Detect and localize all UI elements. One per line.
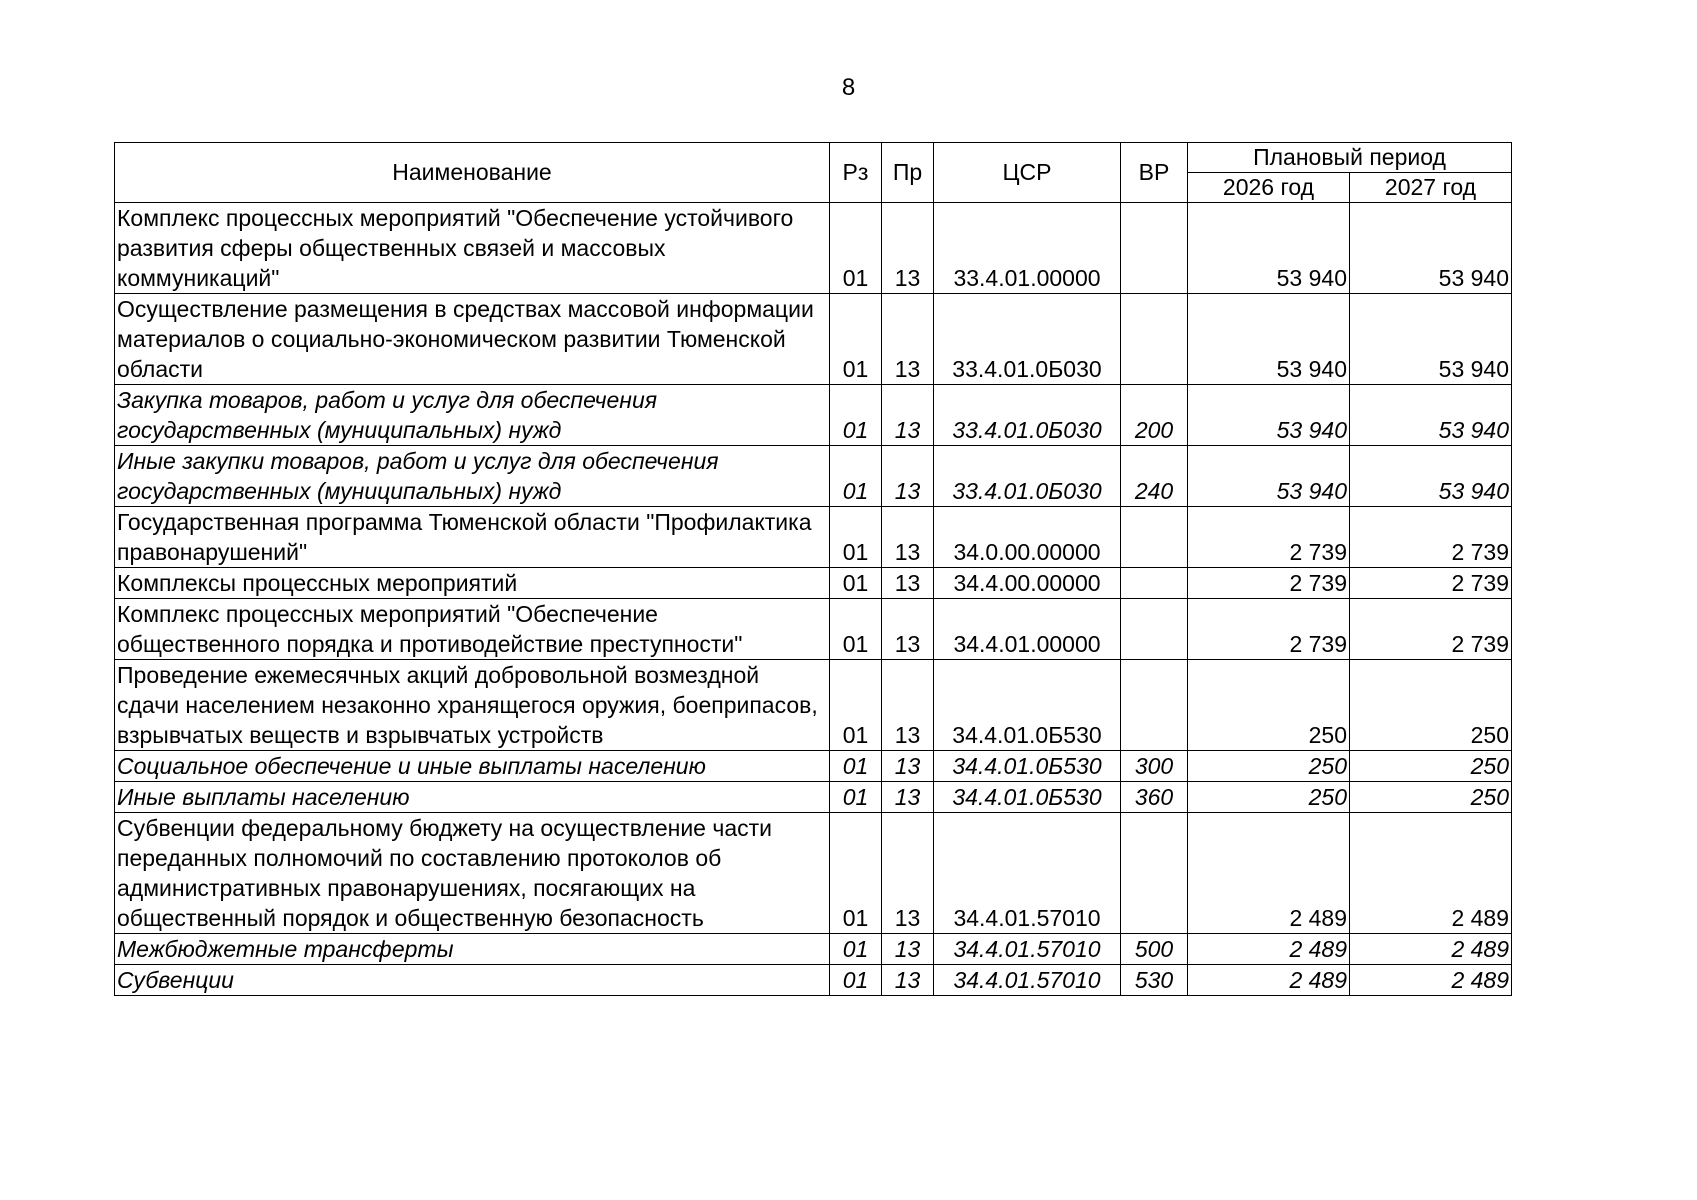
page-number: 8 [841, 74, 856, 101]
row-rz: 01 [830, 934, 882, 965]
row-value-2026: 53 940 [1188, 446, 1350, 507]
row-csr: 33.4.01.0Б030 [934, 446, 1121, 507]
header-year-2026: 2026 год [1188, 173, 1350, 203]
header-rz: Рз [830, 143, 882, 203]
row-value-2027: 2 489 [1350, 934, 1512, 965]
row-name: Комплекс процессных мероприятий "Обеспечение общественного порядка и противодействие преступности" [115, 599, 830, 660]
row-pr: 13 [882, 782, 934, 813]
row-pr: 13 [882, 203, 934, 294]
row-name: Проведение ежемесячных акций добровольной возмездной сдачи населением незаконно хранящегося оружия, боеприпасов, взрывчатых веществ и взрывчатых устройств [115, 660, 830, 751]
row-rz: 01 [830, 385, 882, 446]
row-value-2026: 53 940 [1188, 385, 1350, 446]
row-rz: 01 [830, 446, 882, 507]
table-header [115, 143, 1512, 203]
row-csr: 34.4.01.0Б530 [934, 751, 1121, 782]
row-rz: 01 [830, 294, 882, 385]
row-value-2027: 2 489 [1350, 813, 1512, 934]
row-pr: 13 [882, 934, 934, 965]
row-csr: 34.4.00.00000 [934, 568, 1121, 599]
row-value-2026: 2 489 [1188, 934, 1350, 965]
row-value-2027: 53 940 [1350, 203, 1512, 294]
row-pr: 13 [882, 965, 934, 996]
row-value-2026: 53 940 [1188, 203, 1350, 294]
row-value-2027: 2 739 [1350, 599, 1512, 660]
row-vr [1121, 203, 1188, 294]
row-value-2026: 2 739 [1188, 507, 1350, 568]
row-pr: 13 [882, 294, 934, 385]
row-csr: 34.4.01.57010 [934, 813, 1121, 934]
row-name: Субвенции [115, 965, 830, 996]
row-value-2026: 53 940 [1188, 294, 1350, 385]
row-name: Субвенции федеральному бюджету на осуществление части переданных полномочий по составлению протоколов об административных правонарушениях, посягающих на общественный порядок и общественную безопасность [115, 813, 830, 934]
row-vr [1121, 813, 1188, 934]
row-value-2027: 250 [1350, 782, 1512, 813]
table-row [115, 294, 1512, 385]
table-row [115, 782, 1512, 813]
row-name: Социальное обеспечение и иные выплаты населению [115, 751, 830, 782]
row-value-2027: 250 [1350, 660, 1512, 751]
row-csr: 33.4.01.00000 [934, 203, 1121, 294]
row-pr: 13 [882, 599, 934, 660]
row-name: Комплексы процессных мероприятий [115, 568, 830, 599]
row-vr: 240 [1121, 446, 1188, 507]
row-vr [1121, 599, 1188, 660]
row-name: Закупка товаров, работ и услуг для обеспечения государственных (муниципальных) нужд [115, 385, 830, 446]
row-value-2027: 53 940 [1350, 446, 1512, 507]
row-name: Осуществление размещения в средствах массовой информации материалов о социально-экономическом развитии Тюменской области [115, 294, 830, 385]
row-value-2027: 250 [1350, 751, 1512, 782]
row-value-2026: 250 [1188, 782, 1350, 813]
table-row [115, 446, 1512, 507]
row-value-2026: 250 [1188, 660, 1350, 751]
table-body [115, 203, 1512, 996]
row-rz: 01 [830, 782, 882, 813]
row-name: Иные выплаты населению [115, 782, 830, 813]
row-vr: 530 [1121, 965, 1188, 996]
row-rz: 01 [830, 660, 882, 751]
row-rz: 01 [830, 813, 882, 934]
row-pr: 13 [882, 568, 934, 599]
header-planned-period: Плановый период [1188, 143, 1512, 173]
row-csr: 34.0.00.00000 [934, 507, 1121, 568]
row-pr: 13 [882, 813, 934, 934]
row-vr [1121, 660, 1188, 751]
table-row [115, 203, 1512, 294]
row-value-2027: 2 739 [1350, 507, 1512, 568]
row-vr: 500 [1121, 934, 1188, 965]
row-value-2027: 53 940 [1350, 294, 1512, 385]
header-year-2027: 2027 год [1350, 173, 1512, 203]
row-rz: 01 [830, 965, 882, 996]
row-csr: 33.4.01.0Б030 [934, 385, 1121, 446]
row-name: Комплекс процессных мероприятий "Обеспечение устойчивого развития сферы общественных связей и массовых коммуникаций" [115, 203, 830, 294]
row-vr: 360 [1121, 782, 1188, 813]
row-name: Межбюджетные трансферты [115, 934, 830, 965]
row-vr [1121, 568, 1188, 599]
table-row [115, 507, 1512, 568]
table-row [115, 813, 1512, 934]
row-value-2026: 250 [1188, 751, 1350, 782]
row-vr: 200 [1121, 385, 1188, 446]
header-vr: ВР [1121, 143, 1188, 203]
row-rz: 01 [830, 507, 882, 568]
row-csr: 33.4.01.0Б030 [934, 294, 1121, 385]
row-csr: 34.4.01.00000 [934, 599, 1121, 660]
row-pr: 13 [882, 660, 934, 751]
row-name: Государственная программа Тюменской области "Профилактика правонарушений" [115, 507, 830, 568]
row-value-2027: 2 489 [1350, 965, 1512, 996]
table-row [115, 660, 1512, 751]
row-value-2027: 53 940 [1350, 385, 1512, 446]
table-row [115, 751, 1512, 782]
table-row [115, 568, 1512, 599]
header-name: Наименование [115, 143, 830, 203]
row-pr: 13 [882, 446, 934, 507]
row-value-2026: 2 739 [1188, 599, 1350, 660]
row-vr [1121, 294, 1188, 385]
table-row [115, 385, 1512, 446]
row-rz: 01 [830, 751, 882, 782]
row-csr: 34.4.01.57010 [934, 965, 1121, 996]
row-csr: 34.4.01.57010 [934, 934, 1121, 965]
table-row [115, 599, 1512, 660]
table-row [115, 934, 1512, 965]
row-value-2027: 2 739 [1350, 568, 1512, 599]
row-vr [1121, 507, 1188, 568]
row-rz: 01 [830, 203, 882, 294]
row-csr: 34.4.01.0Б530 [934, 660, 1121, 751]
row-value-2026: 2 489 [1188, 813, 1350, 934]
row-rz: 01 [830, 599, 882, 660]
row-pr: 13 [882, 507, 934, 568]
row-csr: 34.4.01.0Б530 [934, 782, 1121, 813]
row-value-2026: 2 489 [1188, 965, 1350, 996]
row-name: Иные закупки товаров, работ и услуг для обеспечения государственных (муниципальных) нужд [115, 446, 830, 507]
table-row [115, 965, 1512, 996]
row-vr: 300 [1121, 751, 1188, 782]
row-rz: 01 [830, 568, 882, 599]
row-pr: 13 [882, 751, 934, 782]
row-value-2026: 2 739 [1188, 568, 1350, 599]
header-csr: ЦСР [934, 143, 1121, 203]
row-pr: 13 [882, 385, 934, 446]
header-pr: Пр [882, 143, 934, 203]
budget-table [114, 142, 1512, 996]
